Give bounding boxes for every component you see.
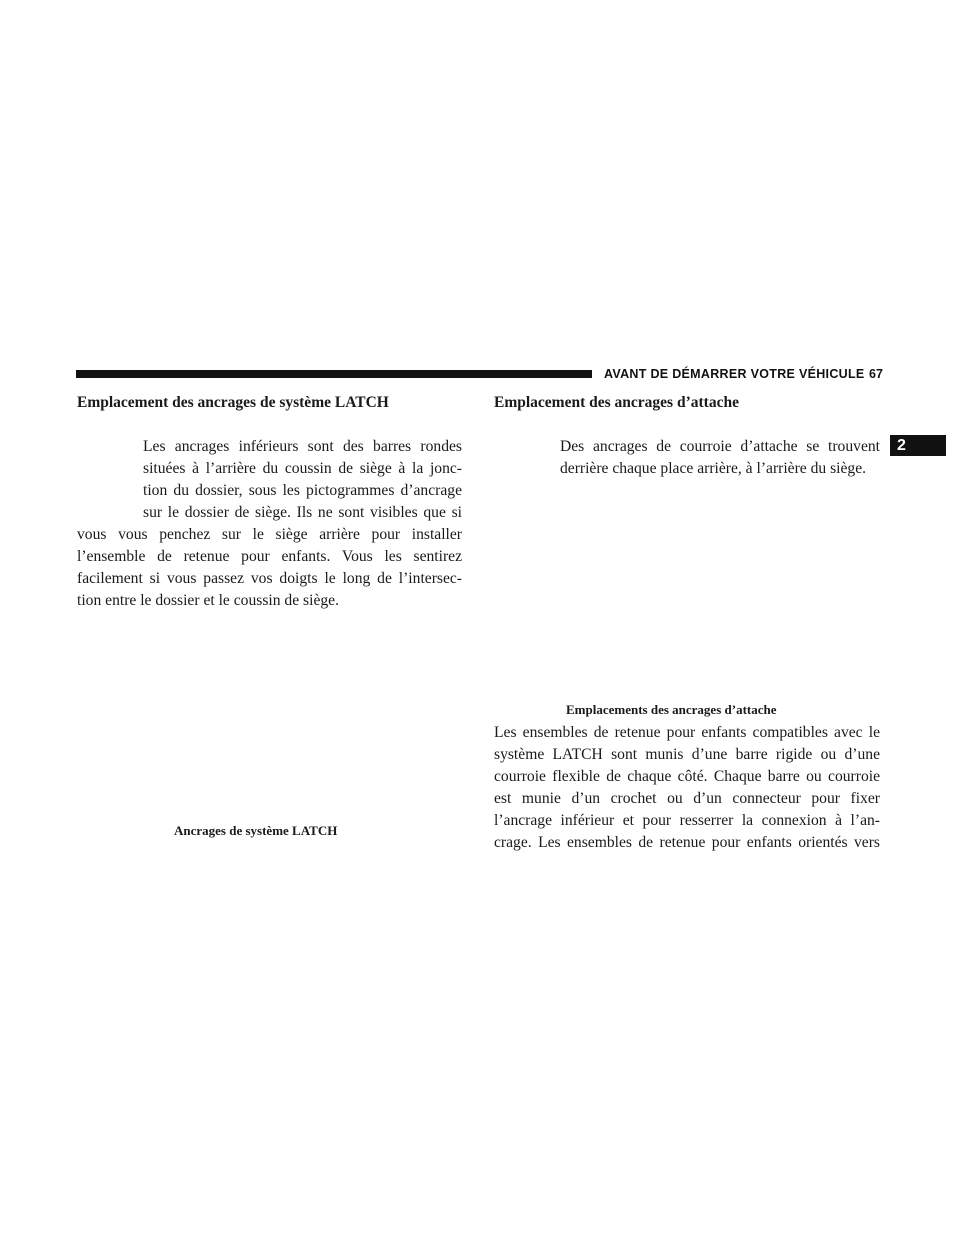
intro-line: Des ancrages de courroie d’attache se trouvent: [560, 438, 880, 455]
paragraph-line: vous vous penchez sur le siège arrière pour installer: [77, 526, 462, 543]
tether-anchor-heading: Emplacement des ancrages d’attache: [494, 394, 739, 411]
paragraph-line: situées à l’arrière du coussin de siège à la jonc-: [143, 460, 462, 477]
tether-figure-caption: Emplacements des ancrages d’attache: [566, 702, 777, 717]
latch-icon-area: [77, 436, 137, 524]
paragraph-line: système LATCH sont munis d’une barre rigide ou d’une: [494, 746, 880, 763]
latch-anchors-figure: [77, 620, 462, 816]
paragraph-line: l’ancrage inférieur et pour resserrer la connexion à l’an-: [494, 812, 880, 829]
page-number: 67: [869, 367, 883, 381]
intro-line: derrière chaque place arrière, à l’arrière du siège.: [560, 460, 867, 477]
paragraph-line: est munie d’un crochet ou d’un connecteur pour fixer: [494, 790, 880, 807]
paragraph-line: tion entre le dossier et le coussin de siège.: [77, 592, 339, 609]
paragraph-line: crage. Les ensembles de retenue pour enfants orientés vers: [494, 834, 880, 851]
header-rule: [76, 370, 592, 378]
paragraph-line: l’ensemble de retenue pour enfants. Vous les sentirez: [77, 548, 462, 565]
tether-anchors-figure: [494, 490, 880, 696]
tether-icon-area: [494, 436, 554, 482]
latch-figure-caption: Ancrages de système LATCH: [174, 823, 338, 838]
running-header-title: AVANT DE DÉMARRER VOTRE VÉHICULE: [604, 367, 865, 381]
latch-anchor-heading: Emplacement des ancrages de système LATCH: [77, 394, 389, 411]
paragraph-line: Les ensembles de retenue pour enfants compatibles avec le: [494, 724, 880, 741]
paragraph-line: tion du dossier, sous les pictogrammes d’ancrage: [143, 482, 462, 499]
paragraph-line: courroie flexible de chaque côté. Chaque barre ou courroie: [494, 768, 880, 785]
paragraph-line: Les ancrages inférieurs sont des barres rondes: [143, 438, 462, 455]
paragraph-line: sur le dossier de siège. Ils ne sont visibles que si: [143, 504, 462, 521]
paragraph-line: facilement si vous passez vos doigts le long de l’intersec-: [77, 570, 462, 587]
chapter-tab[interactable]: 2: [890, 435, 946, 456]
